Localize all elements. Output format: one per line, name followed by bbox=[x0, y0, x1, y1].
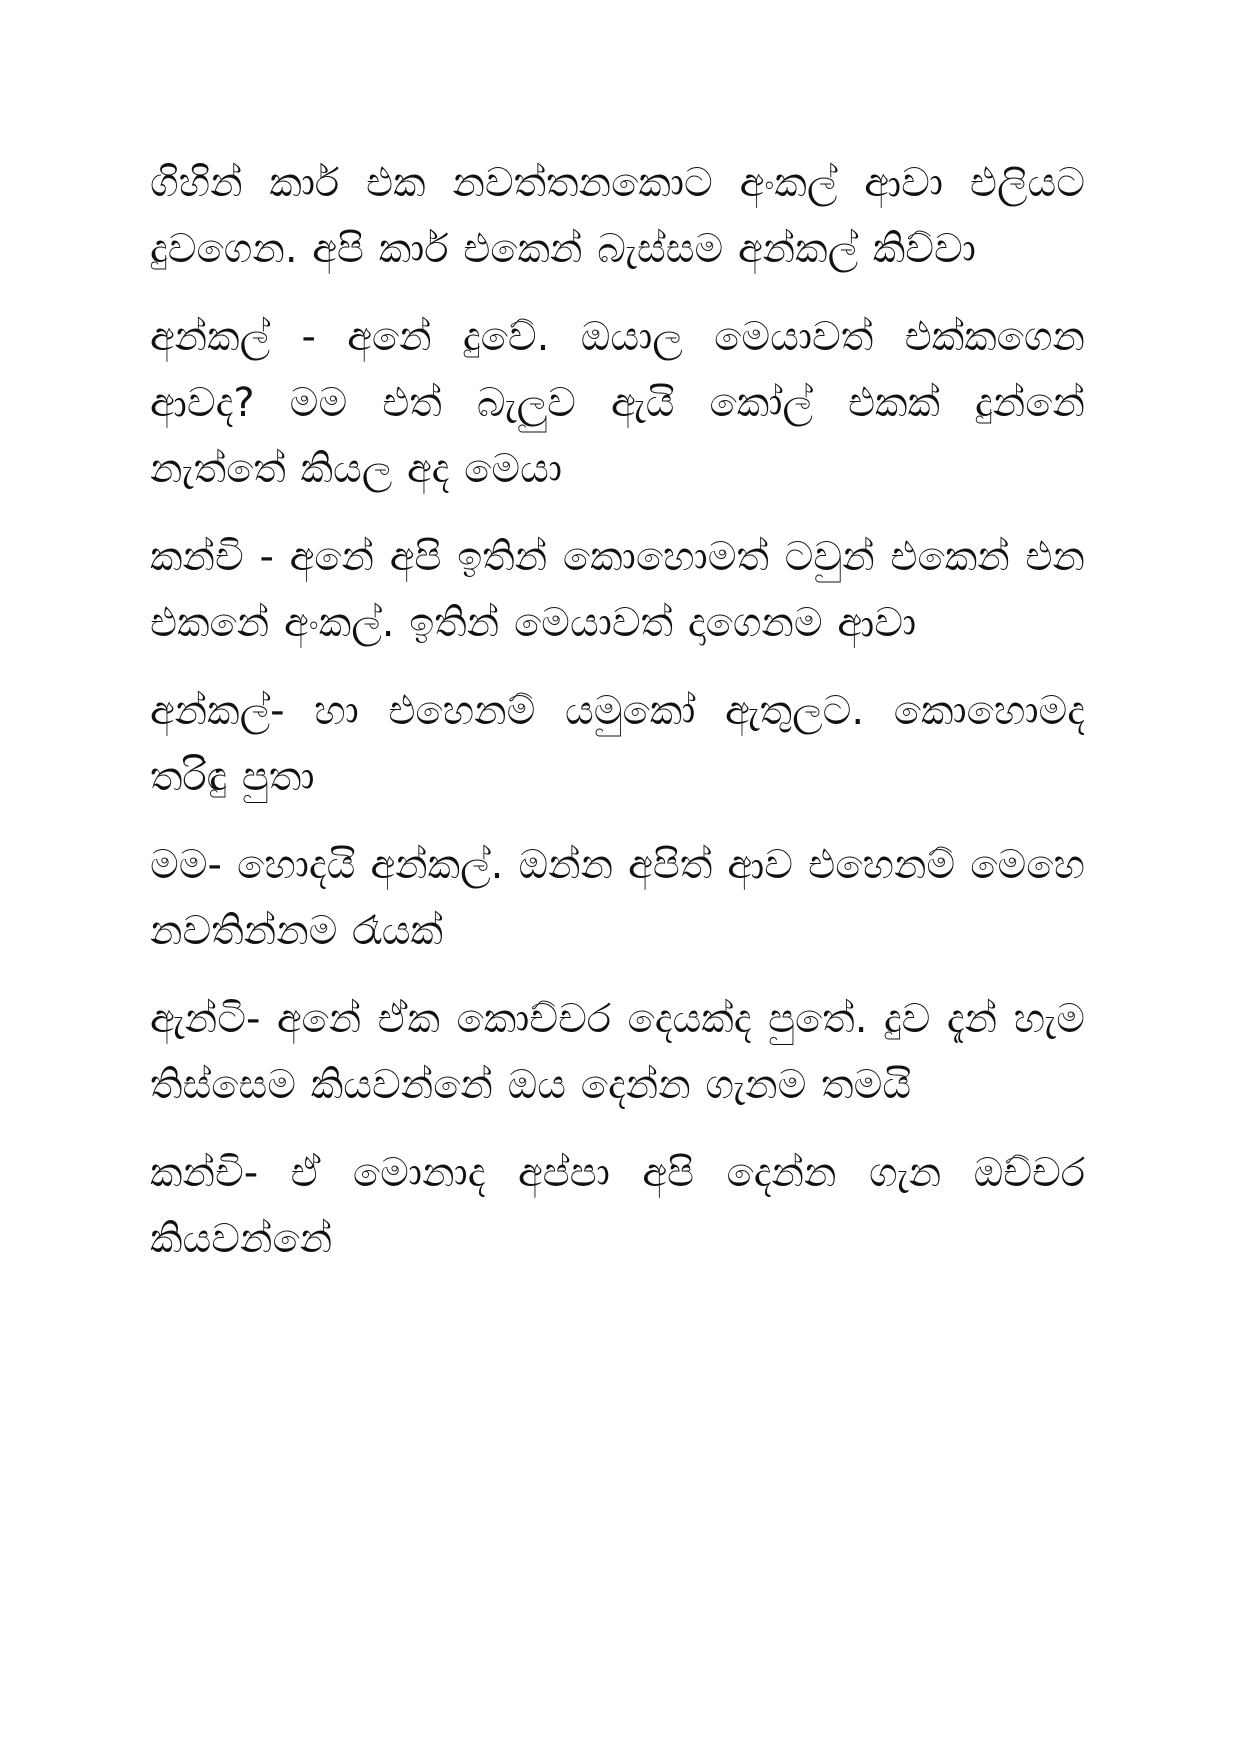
paragraph-narrator-line: මම- හොදයි අන්කල්. ඔන්න අපිත් ආව එහෙනම් මෙහෙ නවතින්නම රෑයක් bbox=[150, 842, 1085, 954]
paragraph-uncle-line-2: අන්කල්- හා එහෙනම් යමුකෝ ඇතුලට. කොහොමද තරිඳු පුතා bbox=[150, 688, 1085, 800]
paragraph-uncle-line-1: අන්කල් - අනේ දුවේ. ඔයාල මෙයාවත් එක්කගෙන ආවද? මම එත් බැලුව ඇයි කෝල් එකක් දුන්නේ නැත්තේ කියල අද මෙයා bbox=[150, 314, 1085, 492]
paragraph-intro: ගිහින් කාර් එක නවත්තනකොට අංකල් ආවා එලියට දුවගෙන. අපි කාර් එකෙන් බැස්සම අන්කල් කිව්වා bbox=[150, 160, 1085, 272]
story-body bbox=[150, 150, 1085, 1294]
paragraph-kanchi-line-1: කන්චි - අනේ අපි ඉතින් කොහොමත් ටවුන් එකෙන් එන එකනේ අංකල්. ඉතින් මෙයාවත් දාගෙනම ආවා bbox=[150, 534, 1085, 646]
paragraph-kanchi-line-2: කන්චි- ඒ මොනාද අප්පා අපි දෙන්න ගැන ඔච්චර කියවන්නේ bbox=[150, 1150, 1085, 1262]
paragraph-aunty-line: ඇන්ටි- අනේ ඒක කොච්චර දෙයක්ද පුතේ. දුව දැන් හැම තිස්සෙම කියවන්නේ ඔය දෙන්න ගැනම තමයි bbox=[150, 996, 1085, 1108]
